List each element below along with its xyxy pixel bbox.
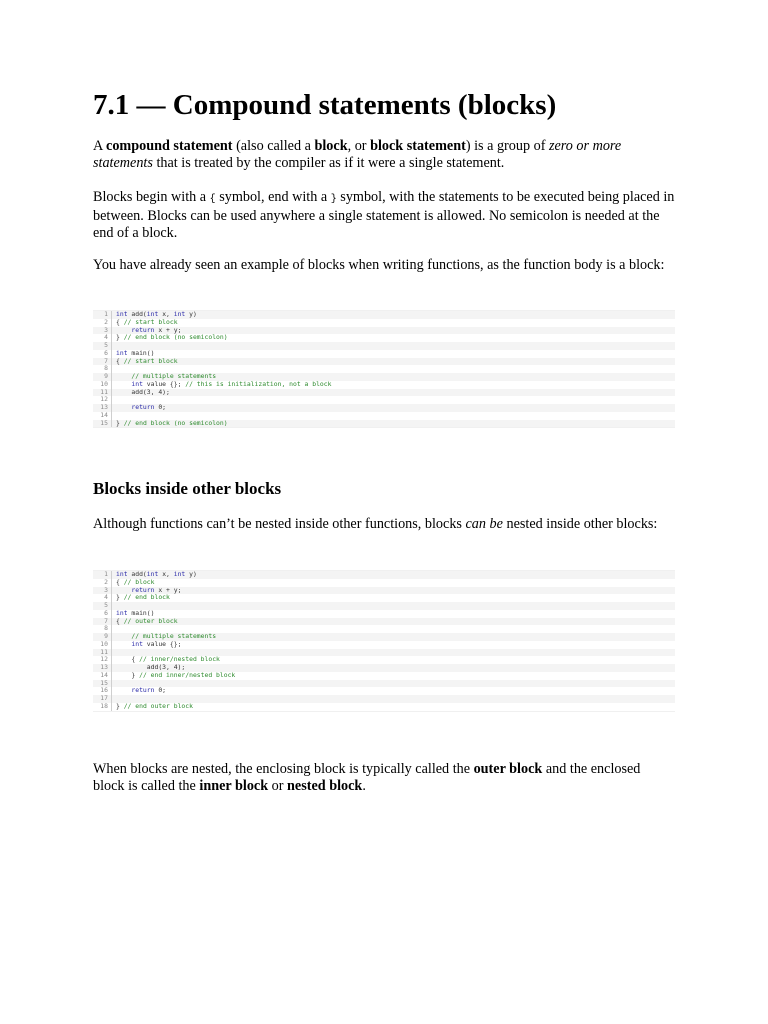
line-number: 7 bbox=[93, 618, 112, 626]
code-comment: // end block (no semicolon) bbox=[123, 333, 228, 342]
line-number: 17 bbox=[93, 695, 112, 703]
code-text bbox=[112, 579, 675, 587]
code-comment: // this is initialization, not a block bbox=[185, 379, 332, 388]
line-number: 11 bbox=[93, 649, 112, 657]
line-number: 5 bbox=[93, 602, 112, 610]
code-text bbox=[112, 594, 675, 602]
emphasis-zero-or-more: zero or more statements bbox=[93, 138, 622, 171]
code-token: 0; bbox=[154, 686, 167, 695]
code-line bbox=[93, 389, 675, 397]
code-line bbox=[93, 350, 675, 358]
line-number: 4 bbox=[93, 594, 112, 602]
line-number: 15 bbox=[93, 680, 112, 688]
code-text bbox=[112, 680, 675, 688]
code-line bbox=[93, 420, 675, 428]
intro-paragraph-1 bbox=[93, 138, 675, 172]
code-text bbox=[112, 404, 675, 412]
code-block-nested bbox=[93, 570, 675, 712]
line-number: 8 bbox=[93, 365, 112, 373]
text: nested inside other blocks: bbox=[502, 516, 658, 532]
intro-paragraph-2 bbox=[93, 189, 675, 242]
code-token: add(3, 4); bbox=[116, 663, 186, 671]
line-number: 12 bbox=[93, 396, 112, 404]
code-comment: // start block bbox=[123, 356, 178, 365]
line-number: 8 bbox=[93, 625, 112, 633]
code-keyword: int bbox=[131, 379, 143, 388]
code-text bbox=[112, 381, 675, 389]
code-text bbox=[112, 587, 675, 595]
code-line bbox=[93, 396, 675, 404]
text: ) is a group of bbox=[465, 138, 549, 154]
code-text bbox=[112, 618, 675, 626]
text: or bbox=[268, 778, 288, 794]
code-text bbox=[112, 633, 675, 641]
line-number: 4 bbox=[93, 334, 112, 342]
term-outer-block: outer block bbox=[473, 761, 543, 777]
line-number: 18 bbox=[93, 703, 112, 711]
code-comment: // end block (no semicolon) bbox=[123, 418, 228, 427]
line-number: 2 bbox=[93, 579, 112, 587]
code-line bbox=[93, 571, 675, 579]
code-text bbox=[112, 571, 675, 579]
code-comment: // block bbox=[123, 577, 155, 586]
text: Although functions can’t be nested inside other functions, blocks bbox=[93, 516, 466, 532]
code-token bbox=[116, 640, 131, 648]
code-token: } bbox=[116, 701, 124, 710]
code-text bbox=[112, 319, 675, 327]
code-comment: // multiple statements bbox=[131, 632, 217, 640]
code-text bbox=[112, 396, 675, 404]
line-number: 9 bbox=[93, 373, 112, 381]
code-text bbox=[112, 641, 675, 649]
code-token: add( bbox=[127, 310, 147, 318]
code-comment: // end inner/nested block bbox=[139, 670, 236, 679]
line-number: 5 bbox=[93, 342, 112, 350]
code-token bbox=[116, 403, 131, 411]
code-token: { bbox=[116, 356, 124, 365]
code-token: 0; bbox=[154, 403, 167, 411]
page-title: 7.1 — Compound statements (blocks) bbox=[93, 89, 557, 121]
code-keyword: int bbox=[116, 348, 128, 357]
code-line bbox=[93, 311, 675, 319]
text: When blocks are nested, the enclosing block is typically called the bbox=[93, 761, 474, 777]
code-line bbox=[93, 404, 675, 412]
code-text bbox=[112, 389, 675, 397]
line-number: 16 bbox=[93, 687, 112, 695]
code-text bbox=[112, 672, 675, 680]
line-number: 6 bbox=[93, 350, 112, 358]
code-line bbox=[93, 703, 675, 711]
code-token: } bbox=[116, 418, 124, 427]
code-comment: // inner/nested block bbox=[139, 655, 220, 664]
text: . bbox=[362, 778, 366, 794]
code-keyword: int bbox=[116, 310, 128, 318]
code-text bbox=[112, 687, 675, 695]
code-keyword: int bbox=[116, 570, 128, 578]
code-line bbox=[93, 334, 675, 342]
code-line bbox=[93, 680, 675, 688]
code-keyword: int bbox=[116, 608, 128, 617]
text: (also called a bbox=[232, 138, 315, 154]
term-nested-block: nested block bbox=[287, 778, 363, 794]
line-number: 3 bbox=[93, 587, 112, 595]
line-number: 11 bbox=[93, 389, 112, 397]
code-text bbox=[112, 695, 675, 703]
code-token: add(3, 4); bbox=[116, 387, 170, 396]
code-keyword: int bbox=[173, 310, 186, 318]
code-line bbox=[93, 587, 675, 595]
code-keyword: return bbox=[131, 325, 155, 334]
code-token: } bbox=[116, 593, 124, 602]
code-text bbox=[112, 311, 675, 319]
line-number: 7 bbox=[93, 358, 112, 366]
text: symbol, end with a bbox=[215, 189, 331, 205]
text: and the enclosed block is called the bbox=[93, 761, 641, 794]
line-number: 10 bbox=[93, 381, 112, 389]
line-number: 10 bbox=[93, 641, 112, 649]
code-token bbox=[116, 686, 131, 694]
code-line bbox=[93, 602, 675, 610]
code-text bbox=[112, 358, 675, 366]
code-keyword: return bbox=[131, 686, 155, 695]
code-token: x, bbox=[158, 570, 174, 578]
code-token: value {}; bbox=[142, 379, 186, 388]
code-token: value {}; bbox=[142, 639, 182, 648]
term-block-statement: block statement bbox=[370, 138, 466, 154]
closing-paragraph bbox=[93, 761, 675, 795]
line-number: 12 bbox=[93, 656, 112, 664]
text: symbol, with the statements to be executed being placed in between. Blocks can be used anywhere a single statement is allowed. No semicolon is needed at the end of a block. bbox=[93, 189, 675, 241]
code-line bbox=[93, 641, 675, 649]
code-text bbox=[112, 342, 675, 350]
code-token: { bbox=[116, 577, 124, 586]
line-number: 1 bbox=[93, 311, 112, 319]
open-brace-code: { bbox=[209, 194, 216, 205]
code-comment: // end outer block bbox=[123, 701, 193, 710]
term-inner-block: inner block bbox=[199, 778, 269, 794]
text: Blocks begin with a bbox=[93, 189, 210, 205]
nested-intro-paragraph bbox=[93, 516, 675, 533]
code-line bbox=[93, 672, 675, 680]
code-token: x, bbox=[158, 310, 174, 318]
code-text bbox=[112, 420, 675, 428]
code-comment: // start block bbox=[123, 317, 178, 326]
line-number: 1 bbox=[93, 571, 112, 579]
section-heading-nested-blocks: Blocks inside other blocks bbox=[93, 479, 282, 498]
line-number: 13 bbox=[93, 404, 112, 412]
code-line bbox=[93, 358, 675, 366]
code-comment: // multiple statements bbox=[131, 372, 217, 380]
code-token: x + y; bbox=[154, 585, 182, 594]
code-line bbox=[93, 618, 675, 626]
code-keyword: int bbox=[146, 570, 159, 578]
code-token: y) bbox=[185, 570, 197, 578]
code-token: main() bbox=[127, 608, 155, 617]
line-number: 13 bbox=[93, 664, 112, 672]
code-token: main() bbox=[127, 348, 155, 357]
text: A bbox=[93, 138, 107, 154]
line-number: 14 bbox=[93, 672, 112, 680]
code-token: x + y; bbox=[154, 325, 182, 334]
code-token: { bbox=[116, 655, 140, 664]
code-token: { bbox=[116, 317, 124, 326]
line-number: 14 bbox=[93, 412, 112, 420]
code-keyword: return bbox=[131, 403, 155, 411]
code-token: y) bbox=[185, 310, 197, 318]
code-line bbox=[93, 381, 675, 389]
code-comment: // outer block bbox=[123, 616, 178, 625]
line-number: 15 bbox=[93, 420, 112, 428]
code-line bbox=[93, 610, 675, 618]
intro-paragraph-3: You have already seen an example of blocks when writing functions, as the function body is a block: bbox=[93, 257, 665, 273]
code-line bbox=[93, 342, 675, 350]
term-block: block bbox=[314, 138, 348, 154]
code-comment: // end block bbox=[123, 593, 170, 602]
code-text bbox=[112, 656, 675, 664]
code-token: } bbox=[116, 333, 124, 342]
code-keyword: return bbox=[131, 585, 155, 594]
text: that is treated by the compiler as if it were a single statement. bbox=[152, 155, 505, 171]
line-number: 6 bbox=[93, 610, 112, 618]
code-text bbox=[112, 334, 675, 342]
code-block-functions bbox=[93, 310, 675, 428]
code-token: add( bbox=[127, 570, 147, 578]
code-token: { bbox=[116, 616, 124, 625]
line-number: 9 bbox=[93, 633, 112, 641]
code-text bbox=[112, 350, 675, 358]
code-keyword: int bbox=[131, 639, 143, 648]
line-number: 3 bbox=[93, 327, 112, 335]
code-text bbox=[112, 602, 675, 610]
term-compound-statement: compound statement bbox=[106, 138, 233, 154]
code-token: } bbox=[116, 670, 140, 679]
code-line bbox=[93, 594, 675, 602]
close-brace-code: } bbox=[330, 194, 337, 205]
text: , or bbox=[347, 138, 371, 154]
line-number: 2 bbox=[93, 319, 112, 327]
code-text bbox=[112, 703, 675, 711]
code-line bbox=[93, 687, 675, 695]
emphasis-can-be: can be bbox=[465, 516, 503, 532]
code-text bbox=[112, 610, 675, 618]
code-keyword: int bbox=[146, 310, 159, 318]
code-keyword: int bbox=[173, 570, 186, 578]
